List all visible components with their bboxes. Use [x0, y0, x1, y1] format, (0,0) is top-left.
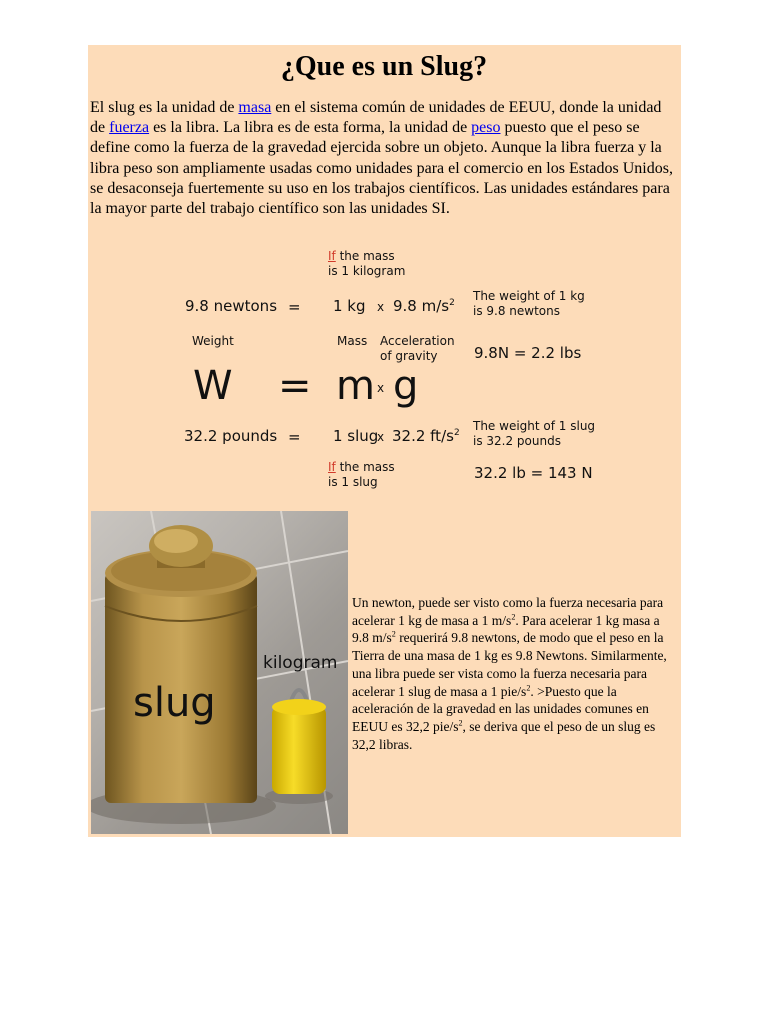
conversion-pounds-newton: 32.2 lb = 143 N	[474, 464, 593, 482]
symbol-times: x	[377, 381, 385, 395]
page-title: ¿Que es un Slug?	[280, 51, 488, 82]
link-peso[interactable]: peso	[471, 119, 501, 137]
slug-kilogram-photo	[91, 511, 348, 834]
pounds-value: 32.2 pounds	[184, 427, 278, 445]
weight-formula-diagram	[88, 240, 681, 510]
newtons-value: 9.8 newtons	[185, 297, 278, 315]
intro-text: en el sistema común de unidades de EEUU, donde la unidad de	[90, 99, 662, 137]
kg-value: 1 kg	[333, 297, 366, 315]
weights-illustration	[91, 511, 348, 834]
label-acceleration: Acceleration of gravity	[380, 334, 455, 363]
symbol-equals: =	[278, 363, 312, 409]
weight-kg-note: The weight of 1 kg is 9.8 newtons	[473, 289, 585, 318]
conversion-newton-pounds: 9.8N = 2.2 lbs	[474, 344, 582, 362]
symbol-g: g	[393, 363, 419, 409]
symbol-m: m	[336, 363, 375, 409]
label-mass: Mass	[337, 334, 368, 348]
slug-value: 1 slug	[333, 427, 379, 445]
intro-text: El slug es la unidad de	[90, 99, 239, 116]
intro-paragraph	[90, 98, 680, 219]
intro-text: puesto que el peso se define como la fuerza de la gravedad ejercida sobre un objeto. Aunque la libra fuerza y la libra peso son ampliamente usadas como unidades para el comercio en los Estados Unidos, se desaconseja fuertemente su uso en los trabajos científicos. Las unidades estándares para la mayor parte del trabajo científico son las unidades SI.	[90, 119, 673, 218]
equals-sign: =	[288, 298, 301, 316]
link-fuerza[interactable]: fuerza	[109, 119, 150, 137]
times-sign: x	[377, 300, 385, 314]
kilogram-label: kilogram	[263, 653, 338, 673]
if-mass-slug-note: If the mass is 1 slug	[328, 460, 395, 489]
link-masa[interactable]: masa	[238, 99, 272, 116]
symbol-w: W	[193, 363, 233, 409]
accel-si-value: 9.8 $m/s^2$	[393, 297, 455, 315]
label-weight: Weight	[192, 334, 234, 348]
times-sign: x	[377, 430, 385, 444]
slug-label: slug	[133, 680, 216, 726]
weight-slug-note: The weight of 1 slug is 32.2 pounds	[473, 419, 596, 448]
if-mass-kilogram-note: If the mass is 1 kilogram	[328, 249, 406, 278]
newton-explanation-paragraph: Un newton, puede ser visto como la fuerza necesaria para acelerar 1 kg de masa a 1 $m/s^2$. Para acelerar 1 kg masa a 9.8 $m/s^2$ requerirá 9.8 newtons, de modo que el peso en la Tierra de una masa de 1 kg es 9.8 Newtons. Similarmente, una libra puede ser vista como la fuerza necesaria para acelerar 1 slug de masa a 1 pie/$s^2$. >Puesto que la aceleración de la gravedad en las unidades comunes en EEUU es 32,2 pie/$s^2$, se deriva que el peso de un slug es 32,2 libras.	[352, 595, 667, 752]
accel-us-value: 32.2 $ft/s^2$	[392, 427, 460, 445]
equals-sign: =	[288, 428, 301, 446]
intro-text: es la libra. La libra es de esta forma, la unidad de	[149, 119, 472, 137]
